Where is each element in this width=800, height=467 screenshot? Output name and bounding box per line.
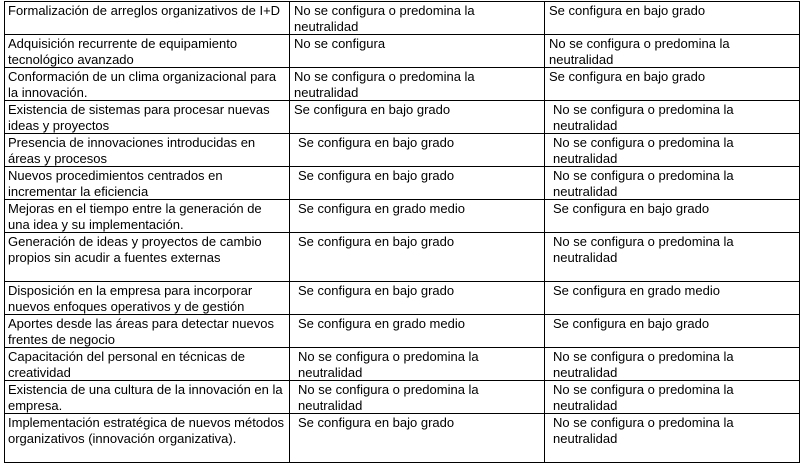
criterion-cell: Mejoras en el tiempo entre la generación de una idea y su implementación. <box>5 200 290 233</box>
assessment-cell: Se configura en bajo grado <box>545 2 800 35</box>
criterion-cell: Existencia de una cultura de la innovación en la empresa. <box>5 381 290 414</box>
criterion-cell: Disposición en la empresa para incorporar nuevos enfoques operativos y de gestión <box>5 282 290 315</box>
table-row <box>5 381 800 414</box>
assessment-cell: No se configura o predomina la neutralidad <box>545 233 800 282</box>
table-row <box>5 233 800 282</box>
assessment-cell: Se configura en bajo grado <box>545 68 800 101</box>
criterion-cell: Generación de ideas y proyectos de cambio propios sin acudir a fuentes externas <box>5 233 290 282</box>
table-row <box>5 101 800 134</box>
table-row <box>5 200 800 233</box>
assessment-cell: Se configura en bajo grado <box>290 167 545 200</box>
criterion-cell: Conformación de un clima organizacional para la innovación. <box>5 68 290 101</box>
assessment-cell: No se configura o predomina la neutralidad <box>545 167 800 200</box>
table-row <box>5 68 800 101</box>
table-row <box>5 2 800 35</box>
assessment-cell: Se configura en bajo grado <box>545 200 800 233</box>
table-row <box>5 35 800 68</box>
assessment-cell: No se configura o predomina la neutralidad <box>545 348 800 381</box>
criterion-cell: Formalización de arreglos organizativos de I+D <box>5 2 290 35</box>
assessment-cell: Se configura en bajo grado <box>290 134 545 167</box>
assessment-cell: Se configura en grado medio <box>290 200 545 233</box>
assessment-cell: No se configura o predomina la neutralidad <box>545 134 800 167</box>
table-row <box>5 348 800 381</box>
criterion-cell: Nuevos procedimientos centrados en incrementar la eficiencia <box>5 167 290 200</box>
assessment-cell: No se configura o predomina la neutralidad <box>290 348 545 381</box>
criterion-cell: Capacitación del personal en técnicas de creatividad <box>5 348 290 381</box>
criterion-cell: Adquisición recurrente de equipamiento tecnológico avanzado <box>5 35 290 68</box>
assessment-cell: No se configura o predomina la neutralidad <box>290 68 545 101</box>
assessment-cell: Se configura en bajo grado <box>290 101 545 134</box>
assessment-cell: No se configura o predomina la neutralidad <box>545 414 800 463</box>
criterion-cell: Presencia de innovaciones introducidas en áreas y procesos <box>5 134 290 167</box>
assessment-cell: Se configura en grado medio <box>290 315 545 348</box>
table-row <box>5 315 800 348</box>
table-row <box>5 282 800 315</box>
assessment-cell: No se configura o predomina la neutralidad <box>290 2 545 35</box>
assessment-cell: No se configura o predomina la neutralidad <box>545 381 800 414</box>
innovation-criteria-table <box>4 1 800 463</box>
assessment-cell: Se configura en bajo grado <box>290 414 545 463</box>
assessment-cell: Se configura en bajo grado <box>545 315 800 348</box>
criterion-cell: Implementación estratégica de nuevos métodos organizativos (innovación organizativa). <box>5 414 290 463</box>
criterion-cell: Aportes desde las áreas para detectar nuevos frentes de negocio <box>5 315 290 348</box>
assessment-cell: No se configura o predomina la neutralidad <box>545 35 800 68</box>
table-row <box>5 134 800 167</box>
assessment-cell: No se configura o predomina la neutralidad <box>290 381 545 414</box>
assessment-cell: Se configura en bajo grado <box>290 282 545 315</box>
assessment-cell: Se configura en grado medio <box>545 282 800 315</box>
assessment-cell: Se configura en bajo grado <box>290 233 545 282</box>
table-row <box>5 414 800 463</box>
assessment-cell: No se configura o predomina la neutralidad <box>545 101 800 134</box>
criterion-cell: Existencia de sistemas para procesar nuevas ideas y proyectos <box>5 101 290 134</box>
assessment-cell: No se configura <box>290 35 545 68</box>
table-row <box>5 167 800 200</box>
